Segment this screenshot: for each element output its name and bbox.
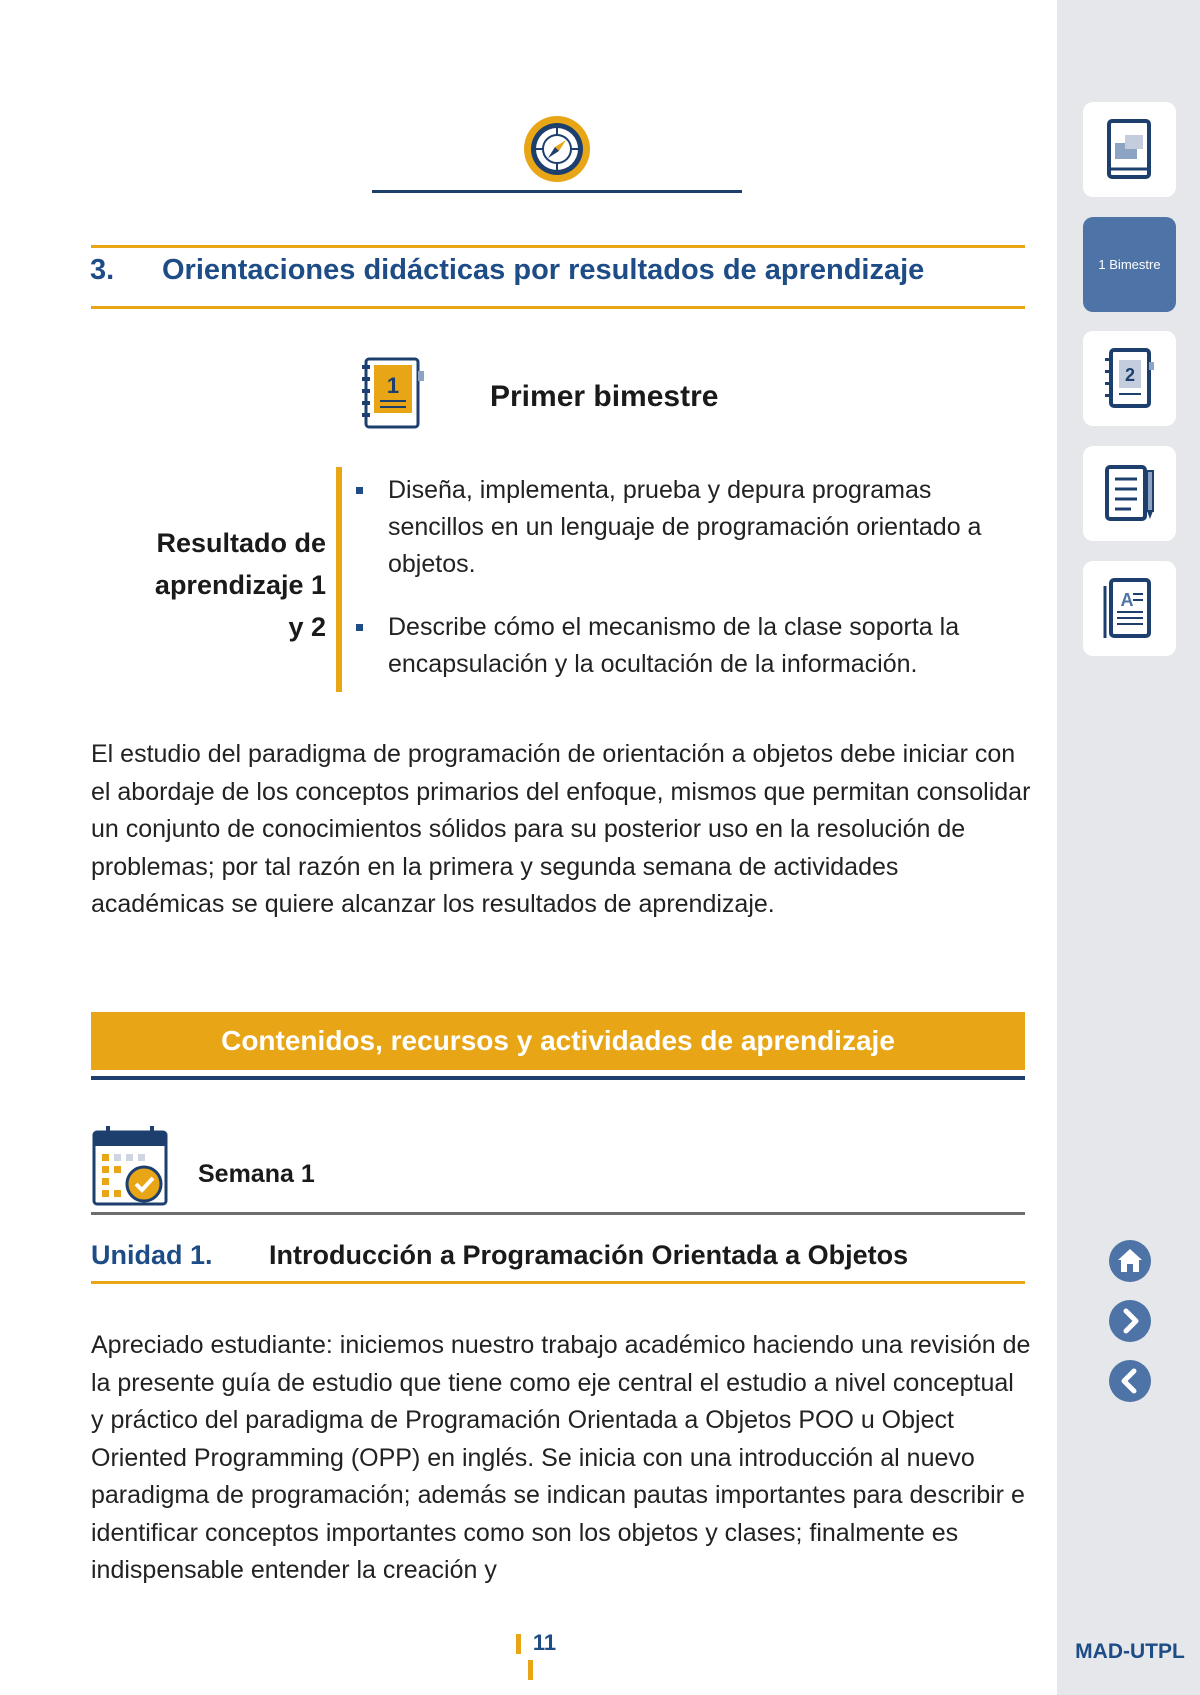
next-button[interactable] — [1109, 1300, 1151, 1342]
next-icon — [1109, 1300, 1151, 1342]
brand-label: MAD-UTPL — [1075, 1640, 1185, 1663]
resultado-divider — [336, 467, 342, 692]
resultado-label-line: y 2 — [288, 612, 326, 642]
section-title — [90, 254, 924, 287]
previous-button[interactable] — [1109, 1360, 1151, 1402]
title-top-rule — [91, 245, 1025, 248]
notebook-1-icon — [360, 355, 428, 431]
sidebar-item-answers[interactable] — [1083, 561, 1176, 656]
resultado-item-text: Describe cómo el mecanismo de la clase soporta la encapsulación y la ocultación de la información. — [388, 613, 960, 678]
page-number-text: 11 — [532, 1630, 557, 1655]
section-title-text: Orientaciones didácticas por resultados de aprendizaje — [162, 254, 925, 286]
page-pipe-left — [516, 1634, 521, 1654]
bullet-icon — [356, 487, 363, 494]
sidebar-item-bimestre-2[interactable] — [1083, 331, 1176, 426]
svg-text:A: A — [1120, 590, 1134, 610]
resultado-item-text: Diseña, implementa, prueba y depura programas sencillos en un lenguaje de programación orientado a objetos. — [388, 476, 982, 578]
page-pipe-right — [528, 1660, 533, 1680]
sidebar-item-bimestre-1[interactable]: 1 Bimestre — [1083, 217, 1176, 312]
page-number — [490, 1630, 570, 1682]
checklist-icon — [1103, 461, 1157, 527]
section-number: 3. — [90, 254, 115, 286]
unidad-label: Unidad 1. — [91, 1240, 213, 1270]
calendar-icon — [92, 1124, 170, 1206]
compass-icon — [522, 114, 592, 184]
semana-title: Semana 1 — [198, 1160, 315, 1188]
home-button[interactable] — [1109, 1240, 1151, 1282]
resultado-item — [356, 609, 1016, 683]
resultado-item — [356, 472, 1016, 583]
resultado-list — [356, 472, 1016, 709]
previous-icon — [1109, 1360, 1151, 1402]
intro-paragraph: El estudio del paradigma de programación de orientación a objetos debe iniciar con el abordaje de los conceptos primarios del enfoque, mismos que permitan consolidar un conjunto de conocimientos sólidos para su posterior uso en la resolución de problemas; por tal razón en la primera y segunda semana de actividades académicas se quiere alcanzar los resultados de aprendizaje. — [91, 740, 1031, 918]
unidad-rule — [91, 1281, 1025, 1284]
semana-rule — [91, 1212, 1025, 1215]
sidebar-item-checklist[interactable] — [1083, 446, 1176, 541]
unidad-heading — [91, 1240, 908, 1271]
resultado-label-line: Resultado de — [156, 528, 326, 558]
resultado-label-line: aprendizaje 1 — [154, 570, 326, 600]
bullet-icon — [356, 624, 363, 631]
banner-underline — [91, 1076, 1025, 1080]
home-icon — [1109, 1240, 1151, 1282]
content-banner: Contenidos, recursos y actividades de aprendizaje — [91, 1012, 1025, 1070]
answers-icon — [1103, 576, 1157, 642]
unidad-title: Introducción a Programación Orientada a Objetos — [269, 1240, 909, 1270]
notebook-number: 1 — [386, 373, 400, 398]
svg-text:2: 2 — [1124, 365, 1136, 385]
sidebar-item-book[interactable] — [1083, 102, 1176, 197]
notebook-2-icon — [1103, 346, 1157, 412]
body-paragraph: Apreciado estudiante: iniciemos nuestro trabajo académico haciendo una revisión de la presente guía de estudio que tiene como eje central el estudio a nivel conceptual y práctico del paradigma de Programación Orientada a Objetos POO u Object Oriented Programming (OPP) en inglés. Se inicia con una introducción al nuevo paradigma de programación; además se indican pautas importantes para describir e identificar conceptos importantes como son los objetos y clases; finalmente es indispensable entender la creación y — [91, 1331, 1031, 1584]
bimestre-title: Primer bimestre — [490, 380, 719, 413]
compass-underline — [372, 190, 742, 193]
title-bottom-rule — [91, 306, 1025, 309]
book-icon — [1103, 117, 1157, 183]
resultado-label — [120, 522, 326, 648]
